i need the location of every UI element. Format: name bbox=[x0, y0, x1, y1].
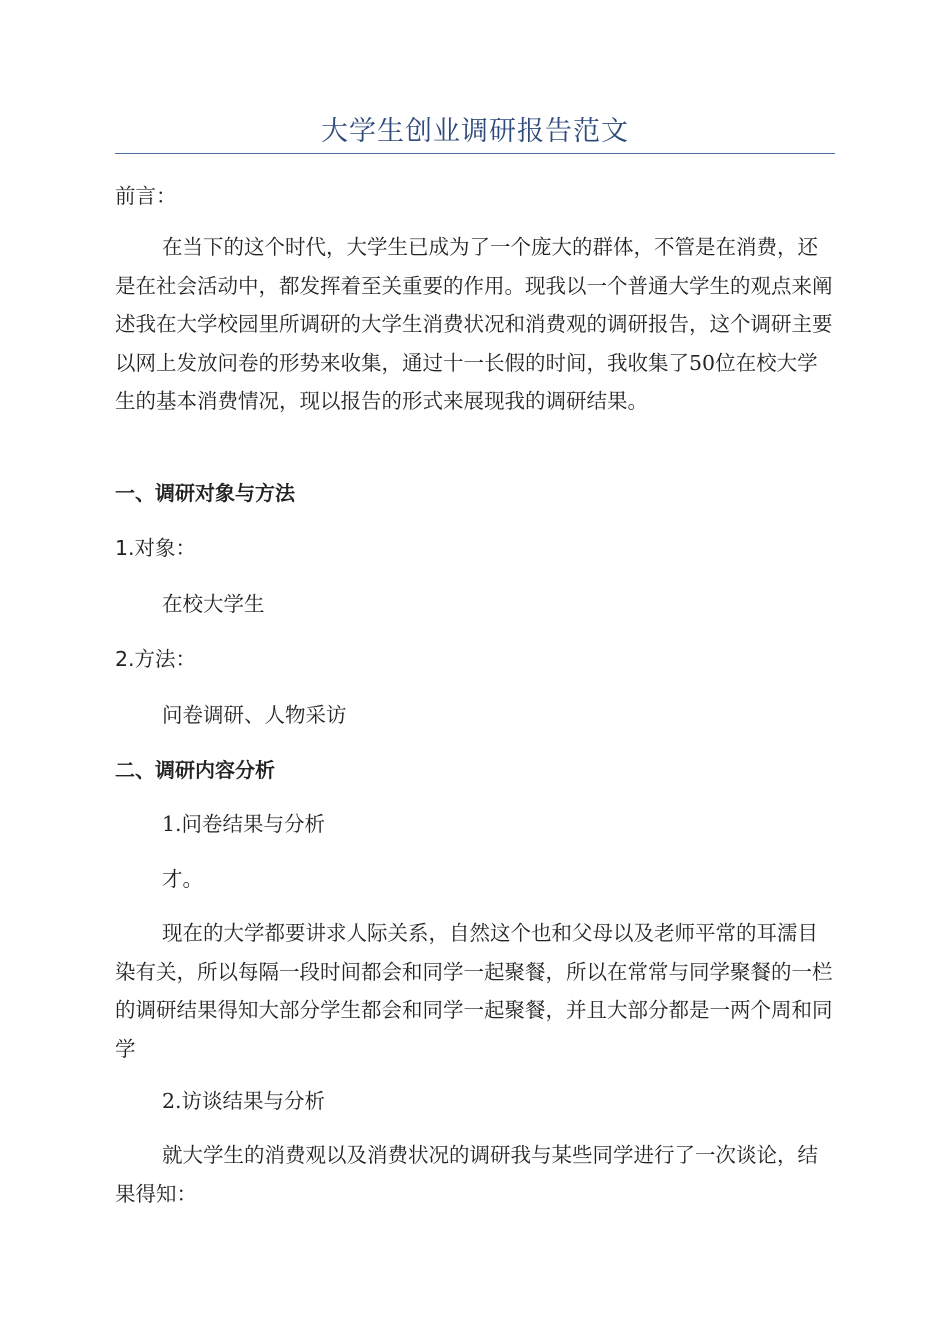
section2-heading: 二、调研内容分析 bbox=[115, 758, 275, 782]
section1-heading: 一、调研对象与方法 bbox=[115, 481, 295, 505]
sub1-heading: 1.问卷结果与分析 bbox=[162, 812, 326, 836]
document-title: 大学生创业调研报告范文 bbox=[321, 116, 629, 147]
title-underline bbox=[115, 153, 835, 154]
sub1-paragraph: 现在的大学都要讲求人际关系，自然这个也和父母以及老师平常的耳濡目染有关，所以每隔一段时间都会和同学一起聚餐，所以在常常与同学聚餐的一栏的调研结果得知大部分学生都会和同学一起聚餐，并且大部分都是一两个周和同学 bbox=[115, 921, 833, 1061]
sub2-heading: 2.访谈结果与分析 bbox=[162, 1089, 326, 1113]
item1-value: 在校大学生 bbox=[162, 592, 265, 616]
preface-label: 前言： bbox=[115, 184, 177, 208]
sub2-paragraph: 就大学生的消费观以及消费状况的调研我与某些同学进行了一次谈论，结果得知： bbox=[115, 1143, 818, 1206]
item2-label: 2.方法： bbox=[115, 647, 197, 671]
intro-paragraph: 在当下的这个时代，大学生已成为了一个庞大的群体，不管是在消费，还是在社会活动中，都发挥着至关重要的作用。现我以一个普通大学生的观点来阐述我在大学校园里所调研的大学生消费状况和消费观的调研报告，这个调研主要以网上发放问卷的形势来收集，通过十一长假的时间，我收集了50位在校大学生的基本消费情况，现以报告的形式来展现我的调研结果。 bbox=[115, 235, 833, 413]
item2-value: 问卷调研、人物采访 bbox=[162, 703, 347, 727]
sub1-fragment: 才。 bbox=[162, 867, 203, 891]
item1-label: 1.对象： bbox=[115, 536, 197, 560]
